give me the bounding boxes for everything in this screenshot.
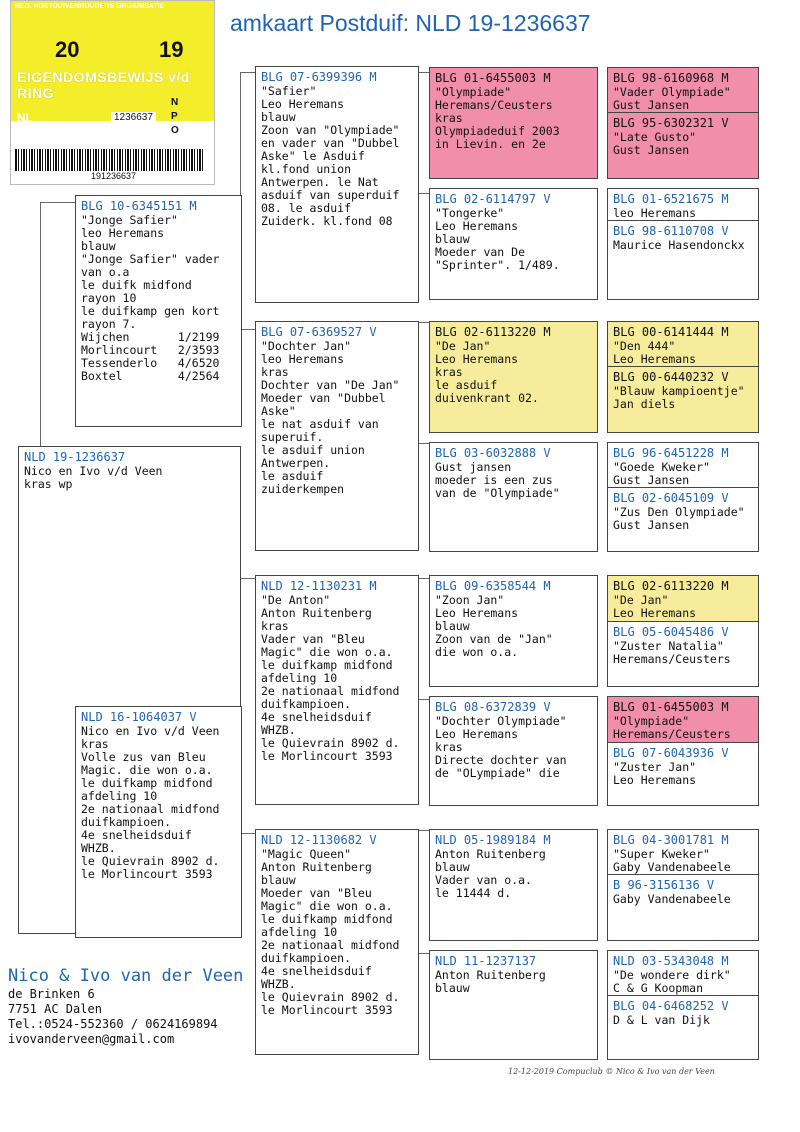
grandparent-line: le Quievrain 8902 d. [261, 736, 400, 750]
connector-subject-father [40, 202, 77, 453]
grandparent-line: Anton Ruitenberg [261, 606, 372, 620]
grandparent-line: blauw [261, 110, 296, 124]
ring-year-left: 20 [55, 37, 80, 62]
mother-line: kras [81, 737, 109, 751]
father-line: "Jonge Safier" [81, 213, 178, 227]
great-grandparent-line: kras [435, 111, 463, 125]
great-grandparent-line: Anton Ruitenberg [435, 847, 546, 861]
owner-name: Nico & Ivo van der Veen [8, 966, 244, 986]
grandparent-line: 2e nationaal midfond [261, 684, 400, 698]
father-line: le duifkamp gen kort [81, 304, 220, 318]
mother-line: Nico en Ivo v/d Veen [81, 724, 220, 738]
father-id: BLG 10-6345151 M [81, 199, 197, 213]
owner-info [8, 965, 243, 1047]
grandparent-id: NLD 12-1130231 M [261, 579, 377, 593]
grandparent-box-3[interactable] [255, 575, 419, 805]
grandparent-line: Aske" le Asduif [261, 149, 365, 163]
great-grandparent-box-8[interactable] [429, 950, 598, 1060]
gg-grandparent-pair-2[interactable] [607, 188, 759, 300]
grandparent-line: kras [261, 365, 289, 379]
owner-postcode: 7751 AC Dalen [8, 1002, 102, 1016]
gg-grandparent-id: BLG 95-6302321 V [613, 116, 729, 130]
grandparent-line: Zoon van "Olympiade" [261, 123, 400, 137]
father-line: rayon 10 [81, 291, 137, 305]
grandparent-line: Leo Heremans [261, 97, 345, 111]
great-grandparent-line: moeder is een zus [435, 473, 553, 487]
ring-year-right: 19 [159, 37, 184, 62]
grandparent-line: Aske" [261, 404, 296, 418]
gg-grandparent-line: Gust Jansen [613, 518, 690, 532]
gg-grandparent-pair-3[interactable] [607, 321, 759, 433]
grandparent-line: Antwerpen. le Nat [261, 175, 379, 189]
great-grandparent-id: BLG 03-6032888 V [435, 446, 551, 460]
gg-grandparent-line: Leo Heremans [613, 352, 697, 366]
gg-grandparent-id: B 96-3156136 V [613, 878, 715, 892]
grandparent-line: Moeder van "Bleu [261, 886, 372, 900]
great-grandparent-box-5[interactable] [429, 575, 598, 687]
father-line: "Jonge Safier" vader [81, 252, 220, 266]
great-grandparent-line: Leo Heremans [435, 219, 519, 233]
gg-grandparent-line: "Late Gusto" [613, 130, 697, 144]
great-grandparent-line: in Lievin. en 2e [435, 137, 546, 151]
gg-grandparent-line: "Zuster Jan" [613, 760, 697, 774]
gg-grandparent-id: BLG 02-6113220 M [613, 579, 729, 593]
ring-eigendom: EIGENDOMSBEWIJS v/d RING [17, 69, 190, 101]
great-grandparent-line: Moeder van De [435, 245, 526, 259]
grandparent-line: Antwerpen. [261, 456, 331, 470]
great-grandparent-line: "Sprinter". 1/489. [435, 258, 560, 272]
gg-grandparent-id: BLG 98-6160968 M [613, 71, 729, 85]
gg-grandparent-line: Jan diels [613, 397, 676, 411]
grandparent-line: 4e snelheidsduif [261, 710, 372, 724]
grandparent-line: Vader van "Bleu [261, 632, 365, 646]
great-grandparent-line: Vader van o.a. [435, 873, 532, 887]
gg-grandparent-divider [608, 742, 758, 787]
gg-grandparent-highlight [608, 697, 758, 742]
great-grandparent-line: Gust jansen [435, 460, 512, 474]
great-grandparent-line: Heremans/Ceusters [435, 98, 553, 112]
grandparent-line: Zuiderk. kl.fond 08 [261, 214, 393, 228]
great-grandparent-line: blauw [435, 619, 470, 633]
great-grandparent-line: Olympiadeduif 2003 [435, 124, 560, 138]
ring-npo-o: O [171, 125, 179, 136]
gg-grandparent-pair-7[interactable] [607, 829, 759, 941]
grandparent-line: 4e snelheidsduif [261, 964, 372, 978]
great-grandparent-box-4[interactable] [429, 442, 598, 552]
barcode-text: 191236637 [91, 171, 137, 181]
great-grandparent-line: Leo Heremans [435, 727, 519, 741]
grandparent-id: BLG 07-6369527 V [261, 325, 377, 339]
grandparent-line: WHZB. [261, 723, 296, 737]
mother-line: afdeling 10 [81, 789, 158, 803]
great-grandparent-line: le asduif [435, 378, 498, 392]
great-grandparent-line: Zoon van de "Jan" [435, 632, 553, 646]
mother-line: le Morlincourt 3593 [81, 867, 213, 881]
owner-phone: Tel.:0524-552360 / 0624169894 [8, 1017, 218, 1031]
gg-grandparent-pair-1[interactable] [607, 67, 759, 179]
grandparent-line: Magic" die won o.a. [261, 645, 393, 659]
page-title: amkaart Postduif: NLD 19-1236637 [230, 10, 591, 36]
ring-card-background [11, 1, 214, 121]
great-grandparent-box-3[interactable] [429, 321, 598, 433]
father-line: rayon 7. [81, 317, 137, 331]
owner-address: de Brinken 6 [8, 987, 95, 1001]
grandparent-line: "De Anton" [261, 593, 331, 607]
gg-grandparent-line: Gaby Vandenabeele [613, 892, 731, 906]
gg-grandparent-line: Gust Jansen [613, 98, 690, 112]
grandparent-line: le asduif [261, 469, 324, 483]
great-grandparent-line: "Olympiade" [435, 85, 512, 99]
grandparent-line: "Dochter Jan" [261, 339, 352, 353]
grandparent-box-4[interactable] [255, 829, 419, 1055]
father-line: Boxtel 4/2564 [81, 369, 220, 383]
great-grandparent-line: Anton Ruitenberg [435, 968, 546, 982]
gg-grandparent-line: "Vader Olympiade" [613, 85, 731, 99]
gg-grandparent-line: "Zus Den Olympiade" [613, 505, 745, 519]
gg-grandparent-line: D & L van Dijk [613, 1013, 710, 1027]
great-grandparent-line: Directe dochter van [435, 753, 567, 767]
owner-email[interactable]: ivovanderveen@gmail.com [8, 1032, 175, 1046]
great-grandparent-line: die won o.a. [435, 645, 519, 659]
gg-grandparent-line: "Zuster Natalia" [613, 639, 724, 653]
grandparent-line: WHZB. [261, 977, 296, 991]
ring-npo-n: N [171, 97, 179, 108]
grandparent-line: afdeling 10 [261, 671, 338, 685]
grandparent-line: asduif van superduif [261, 188, 400, 202]
gg-grandparent-id: NLD 03-5343048 M [613, 954, 729, 968]
great-grandparent-line: blauw [435, 860, 470, 874]
gg-grandparent-id: BLG 05-6045486 V [613, 625, 729, 639]
great-grandparent-line: blauw [435, 232, 470, 246]
great-grandparent-line: Leo Heremans [435, 606, 519, 620]
gg-grandparent-divider [608, 220, 758, 252]
gg-grandparent-line: "Blauw kampioentje" [613, 384, 745, 398]
mother-line: le duifkamp midfond [81, 776, 213, 790]
mother-line: 2e nationaal midfond [81, 802, 220, 816]
mother-line: Volle zus van Bleu [81, 750, 206, 764]
gg-grandparent-line: Leo Heremans [613, 773, 697, 787]
gg-grandparent-id: BLG 00-6141444 M [613, 325, 729, 339]
ring-organisation: NED. POSTDUIVENHOUDERS ORGANISATIE [15, 3, 165, 10]
great-grandparent-id: NLD 05-1989184 M [435, 833, 551, 847]
grandparent-line: duifkampioen. [261, 951, 352, 965]
grandparent-line: kras [261, 619, 289, 633]
grandparent-line: kl.fond union [261, 162, 352, 176]
gg-grandparent-line: Gust Jansen [613, 473, 690, 487]
great-grandparent-id: BLG 02-6114797 V [435, 192, 551, 206]
mother-box[interactable] [75, 706, 242, 938]
grandparent-line: duifkampioen. [261, 697, 352, 711]
gg-grandparent-divider [608, 487, 758, 532]
great-grandparent-line: kras [435, 365, 463, 379]
gg-grandparent-divider [608, 621, 758, 666]
gg-grandparent-pair-6[interactable] [607, 696, 759, 806]
gg-grandparent-id: BLG 04-6468252 V [613, 999, 729, 1013]
mother-line: 4e snelheidsduif [81, 828, 192, 842]
grandparent-box-1[interactable] [255, 66, 419, 303]
grandparent-line: le nat asduif van [261, 417, 379, 431]
grandparent-line: superuif. [261, 430, 324, 444]
gg-grandparent-divider [608, 366, 758, 411]
great-grandparent-line: duivenkrant 02. [435, 391, 539, 405]
grandparent-line: en vader van "Dubbel [261, 136, 400, 150]
grandparent-line: "Safier" [261, 84, 317, 98]
great-grandparent-box-2[interactable] [429, 188, 598, 300]
gg-grandparent-id: BLG 01-6521675 M [613, 192, 729, 206]
subject-line: Nico en Ivo v/d Veen [24, 464, 163, 478]
father-line: leo Heremans [81, 226, 165, 240]
grandparent-line: zuiderkempen [261, 482, 345, 496]
great-grandparent-line: "Zoon Jan" [435, 593, 505, 607]
great-grandparent-id: NLD 11-1237137 [435, 954, 537, 968]
gg-grandparent-id: BLG 98-6110708 V [613, 224, 729, 238]
grandparent-line: le duifkamp midfond [261, 658, 393, 672]
gg-grandparent-id: BLG 00-6440232 V [613, 370, 729, 384]
grandparent-line: leo Heremans [261, 352, 345, 366]
gg-grandparent-line: Heremans/Ceusters [613, 652, 731, 666]
grandparent-line: Anton Ruitenberg [261, 860, 372, 874]
ring-npo-p: P [171, 111, 178, 122]
barcode [15, 149, 205, 171]
great-grandparent-line: de "OLympiade" die [435, 766, 560, 780]
great-grandparent-id: BLG 01-6455003 M [435, 71, 551, 85]
grandparent-line: afdeling 10 [261, 925, 338, 939]
grandparent-line: "Magic Queen" [261, 847, 352, 861]
subject-line: kras wp [24, 477, 73, 491]
great-grandparent-id: BLG 08-6372839 V [435, 700, 551, 714]
grandparent-line: le duifkamp midfond [261, 912, 393, 926]
subject-id: NLD 19-1236637 [24, 450, 126, 464]
great-grandparent-line: van de "Olympiade" [435, 486, 560, 500]
father-line: Morlincourt 2/3593 [81, 343, 220, 357]
grandparent-line: 08. le asduif [261, 201, 352, 215]
mother-id: NLD 16-1064037 V [81, 710, 197, 724]
gg-grandparent-line: "Goede Kweker" [613, 460, 710, 474]
gg-grandparent-line: C & G Koopman [613, 981, 704, 995]
gg-grandparent-id: BLG 07-6043936 V [613, 746, 729, 760]
great-grandparent-box-1[interactable] [429, 67, 598, 179]
gg-grandparent-line: Leo Heremans [613, 606, 697, 620]
mother-line: duifkampioen. [81, 815, 172, 829]
great-grandparent-box-6[interactable] [429, 696, 598, 806]
mother-line: le Quievrain 8902 d. [81, 854, 220, 868]
grandparent-box-2[interactable] [255, 321, 419, 551]
great-grandparent-line: blauw [435, 981, 470, 995]
great-grandparent-line: "De Jan" [435, 339, 491, 353]
gg-grandparent-pair-4[interactable] [607, 442, 759, 552]
gg-grandparent-line: Heremans/Ceusters [613, 727, 731, 741]
gg-grandparent-line: "De wondere dirk" [613, 968, 731, 982]
grandparent-id: NLD 12-1130682 V [261, 833, 377, 847]
grandparent-line: Dochter van "De Jan" [261, 378, 400, 392]
grandparent-line: le Quievrain 8902 d. [261, 990, 400, 1004]
great-grandparent-id: BLG 02-6113220 M [435, 325, 551, 339]
gg-grandparent-divider [608, 874, 758, 906]
gg-grandparent-line: "Den 444" [613, 339, 676, 353]
father-line: blauw [81, 239, 116, 253]
grandparent-line: le Morlincourt 3593 [261, 749, 393, 763]
father-line: van o.a [81, 265, 130, 279]
grandparent-line: Moeder van "Dubbel [261, 391, 386, 405]
gg-grandparent-line: leo Heremans [613, 206, 697, 220]
great-grandparent-id: BLG 09-6358544 M [435, 579, 551, 593]
ring-card [10, 0, 215, 185]
gg-grandparent-id: BLG 96-6451228 M [613, 446, 729, 460]
great-grandparent-line: le 11444 d. [435, 886, 512, 900]
father-line: le duifk midfond [81, 278, 192, 292]
footer-credit: 12-12-2019 Compuclub © Nico & Ivo van der Veen [508, 1067, 715, 1076]
gg-grandparent-line: "De Jan" [613, 593, 669, 607]
grandparent-line: le Morlincourt 3593 [261, 1003, 393, 1017]
gg-grandparent-line: Gust Jansen [613, 143, 690, 157]
ring-npo-letters [171, 96, 179, 138]
grandparent-line: le asduif union [261, 443, 365, 457]
grandparent-line: blauw [261, 873, 296, 887]
gg-grandparent-id: BLG 01-6455003 M [613, 700, 729, 714]
mother-line: Magic. die won o.a. [81, 763, 213, 777]
grandparent-line: 2e nationaal midfond [261, 938, 400, 952]
gg-grandparent-pair-8[interactable] [607, 950, 759, 1060]
father-line: Wijchen 1/2199 [81, 330, 220, 344]
gg-grandparent-id: BLG 04-3001781 M [613, 833, 729, 847]
gg-grandparent-highlight [608, 576, 758, 621]
father-box[interactable] [75, 195, 242, 427]
father-line: Tessenderlo 4/6520 [81, 356, 220, 370]
great-grandparent-line: "Dochter Olympiade" [435, 714, 567, 728]
gg-grandparent-line: "Super Kweker" [613, 847, 710, 861]
gg-grandparent-line: Gaby Vandenabeele [613, 860, 731, 874]
gg-grandparent-divider [608, 112, 758, 157]
grandparent-id: BLG 07-6399396 M [261, 70, 377, 84]
great-grandparent-line: kras [435, 740, 463, 754]
gg-grandparent-line: "Olympiade" [613, 714, 690, 728]
gg-grandparent-pair-5[interactable] [607, 575, 759, 687]
great-grandparent-line: "Tongerke" [435, 206, 505, 220]
gg-grandparent-divider [608, 995, 758, 1027]
great-grandparent-box-7[interactable] [429, 829, 598, 941]
great-grandparent-line: Leo Heremans [435, 352, 519, 366]
mother-line: WHZB. [81, 841, 116, 855]
gg-grandparent-line: Maurice Hasendonckx [613, 238, 745, 252]
ring-country: NL [17, 111, 33, 125]
gg-grandparent-id: BLG 02-6045109 V [613, 491, 729, 505]
ring-number: 1236637 [111, 112, 156, 123]
grandparent-line: Magic" die won o.a. [261, 899, 393, 913]
